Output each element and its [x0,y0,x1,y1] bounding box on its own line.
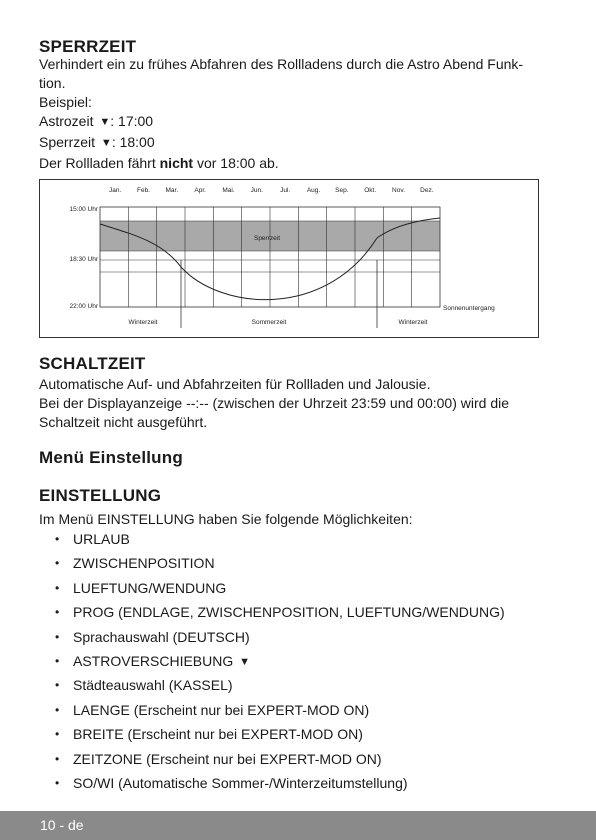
y-tick-label: 18:30 Uhr [69,256,98,263]
month-tick-label: Jul. [280,187,291,194]
down-triangle-icon: ▼ [99,116,111,128]
einstellung-heading: EINSTELLUNG [39,486,162,505]
schaltzeit-heading: SCHALTZEIT [39,354,146,373]
list-item [39,722,569,746]
sperrzeit-value: : 18:00 [111,134,155,150]
sperrzeit-text [39,55,559,173]
list-item-text: LUEFTUNG/WENDUNG [73,579,227,596]
month-tick-label: Feb. [136,187,151,194]
month-tick-label: Mar. [165,187,179,194]
sperrzeit-line-2: tion. [39,75,66,91]
month-tick-label: Mai. [222,187,235,194]
list-item-text: PROG (ENDLAGE, ZWISCHENPOSITION, LUEFTUNG/WENDUNG) [73,604,505,621]
bullet-icon: • [55,532,60,546]
sperrzeit-chart [39,179,539,338]
list-item [39,551,569,575]
month-tick-label: Nov. [392,187,405,194]
list-item-text: LAENGE (Erscheint nur bei EXPERT-MOD ON) [73,701,370,718]
list-item [39,698,569,722]
list-item-text: ZEITZONE (Erscheint nur bei EXPERT-MOD ON) [73,750,382,767]
list-item [39,771,569,795]
sperrzeit-label: Sperrzeit [39,134,96,150]
month-tick-label: Apr. [194,187,206,194]
astrozeit-value: : 17:00 [110,113,154,129]
sperrzeit-line-1: Verhindert ein zu frühes Abfahren des Rollladens durch die Astro Abend Funk- [39,56,524,72]
bullet-icon: • [55,678,60,693]
list-item-text: ZWISCHENPOSITION [73,555,215,572]
rollladen-text-pre: Der Rollladen fährt [39,155,160,171]
list-item [39,673,569,697]
rollladen-text-post: vor 18:00 ab. [193,155,279,171]
list-item [39,600,569,624]
schaltzeit-line-2: Bei der Displayanzeige --:-- (zwischen der Uhrzeit 23:59 und 00:00) wird die [39,395,509,411]
list-item [39,527,569,551]
menu-einstellung-heading: Menü Einstellung [39,448,183,467]
chart-svg [40,180,540,339]
schaltzeit-text [39,375,559,432]
down-triangle-icon: ▼ [239,655,251,668]
sperrzeit-heading: SPERRZEIT [39,37,137,56]
y-tick-label: 15:00 Uhr [69,206,98,213]
bullet-icon: • [55,629,60,644]
list-item-text: BREITE (Erscheint nur bei EXPERT-MOD ON) [73,726,363,743]
bullet-icon: • [55,580,60,595]
nicht-bold: nicht [159,155,194,171]
page-footer [0,811,596,840]
month-tick-label: Dez. [420,187,434,194]
astrozeit-label: Astrozeit [39,113,94,129]
list-item [39,625,569,649]
season-label: Winterzeit [128,319,158,326]
list-item [39,649,569,673]
list-item-text: SO/WI (Automatische Sommer-/Winterzeitumstellung) [73,774,408,791]
einstellung-intro: Im Menü EINSTELLUNG haben Sie folgende Möglichkeiten: [39,511,413,527]
list-item [39,576,569,600]
bullet-icon: • [55,605,60,620]
down-triangle-icon: ▼ [100,137,112,149]
season-label: Winterzeit [398,319,428,326]
bullet-icon: • [55,702,60,717]
sperrzeit-example-line [39,133,559,154]
schaltzeit-line-1: Automatische Auf- und Abfahrzeiten für Rollladen und Jalousie. [39,376,431,392]
bullet-icon: • [55,556,60,571]
list-item-text: Sprachauswahl (DEUTSCH) [73,628,250,645]
list-item [39,747,569,771]
bullet-icon: • [55,775,60,790]
list-item-text: Städteauswahl (KASSEL) [73,677,233,694]
month-tick-label: Aug. [306,187,321,194]
rollladen-line [39,154,559,173]
month-tick-label: Jan. [109,187,122,194]
sonnenuntergang-label: Sonnenuntergang [443,305,495,312]
list-item-text: URLAUB [73,531,130,547]
astrozeit-line [39,112,559,133]
beispiel-label: Beispiel: [39,94,92,110]
bullet-icon: • [55,751,60,766]
einstellung-options-list [39,527,569,795]
season-label: Sommerzeit [251,319,287,326]
month-tick-label: Sep. [335,187,349,194]
month-tick-label: Jun. [250,187,263,194]
month-tick-label: Okt. [364,187,377,194]
bullet-icon: • [55,727,60,742]
page-number: 10 - de [40,817,84,833]
schaltzeit-line-3: Schaltzeit nicht ausgeführt. [39,414,208,430]
list-item-text: ASTROVERSCHIEBUNG [73,652,234,669]
y-tick-label: 22:00 Uhr [69,303,98,310]
sperrzeit-band-label: Sperrzeit [253,235,281,242]
bullet-icon: • [55,653,60,668]
